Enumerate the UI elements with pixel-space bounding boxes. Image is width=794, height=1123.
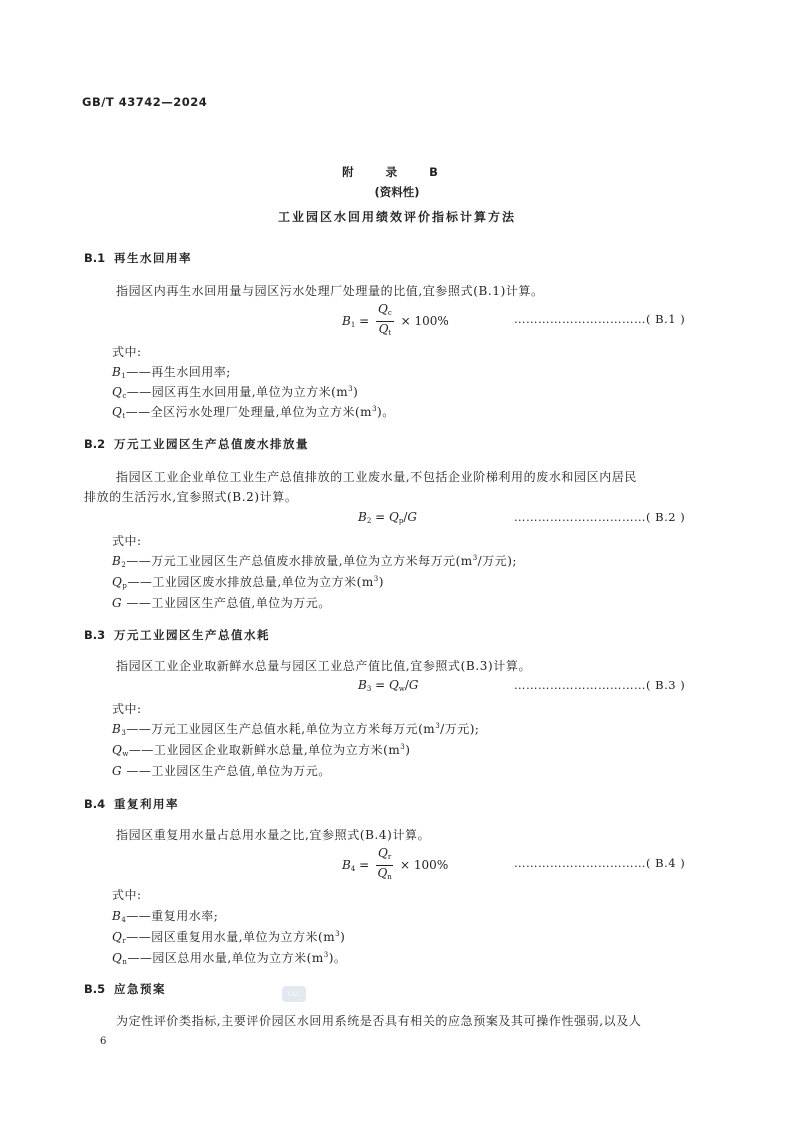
equation-number: ……………………………( B.3 ) [514,678,686,692]
page-number: 6 [100,1036,107,1047]
equation-number: ……………………………( B.2 ) [514,510,686,524]
definition-item: G ——工业园区生产总值,单位为万元。 [112,596,331,610]
section-heading-b5 [84,981,166,997]
where-label: 式中: [112,345,142,359]
formula-b4: $B_4$ = $\frac{Q_r}{Q_n}$ × 100% [342,846,449,881]
definition-item: $Q_p——$工业园区废水排放总量,单位为立方米$(m^3)$ [112,575,384,590]
section-number: B.2 [84,437,106,451]
section-title: 应急预案 [114,982,166,996]
section-heading-b4 [84,796,179,812]
standard-number: GB/T 43742—2024 [82,95,208,109]
definition-item: $Q_t——$全区污水处理厂处理量,单位为立方米$(m^3)$。 [112,405,395,420]
section-heading-b1 [84,250,192,266]
annex-nature: (资料性) [374,185,420,199]
paragraph-continued: 排放的生活污水,宜参照式(B.2)计算。 [84,490,298,504]
definition-item: $B_3——$万元工业园区生产总值水耗,单位为立方米每万元($m^3/$万元); [112,722,480,737]
section-number: B.5 [84,982,106,996]
formula-b2: $B_2 = Q_p/G$ [358,510,417,525]
where-label: 式中: [112,888,142,902]
section-number: B.3 [84,628,106,642]
definition-item: $Q_c——$园区再生水回用量,单位为立方米$(m^3)$ [112,385,359,400]
section-number: B.4 [84,797,106,811]
definition-item: $B_1——$再生水回用率; [112,365,231,380]
paragraph: 指园区内再生水回用量与园区污水处理厂处理量的比值,宜参照式(B.1)计算。 [116,284,544,298]
paragraph: 为定性评价类指标,主要评价园区水回用系统是否具有相关的应急预案及其可操作性强弱,以及人 [116,1014,642,1028]
definition-item: $Q_r——$园区重复用水量,单位为立方米$(m^3)$ [112,930,346,945]
formula-b1: $B_1$ = $\frac{Q_c}{Q_t}$ × 100% [342,302,449,337]
definition-item: $B_2——$万元工业园区生产总值废水排放量,单位为立方米每万元($m^3/$万元); [112,554,517,569]
annex-label: 附 录 B [342,165,452,179]
equation-number: ……………………………( B.4 ) [514,856,686,870]
paragraph: 指园区重复用水量占总用水量之比,宜参照式(B.4)计算。 [116,828,431,842]
definition-item: $Q_w——$工业园区企业取新鲜水总量,单位为立方米$(m^3)$ [112,743,411,758]
section-title: 重复利用率 [114,797,179,811]
watermark-logo: csc [282,986,306,1002]
paragraph: 指园区工业企业单位工业生产总值排放的工业废水量,不包括企业阶梯利用的废水和园区内居民 [116,470,638,484]
formula-b3: $B_3 = Q_w/G$ [358,678,419,693]
section-title: 万元工业园区生产总值废水排放量 [114,437,309,451]
where-label: 式中: [112,534,142,548]
equation-number: ……………………………( B.1 ) [514,312,686,326]
definition-item: $B_4——$重复用水率; [112,909,219,924]
section-title: 万元工业园区生产总值水耗 [114,628,270,642]
definition-item: $Q_n——$园区总用水量,单位为立方米$(m^3)$。 [112,951,347,966]
section-title: 再生水回用率 [114,251,192,265]
section-heading-b2 [84,436,309,452]
definition-item: G ——工业园区生产总值,单位为万元。 [112,764,331,778]
section-number: B.1 [84,251,106,265]
annex-title: 工业园区水回用绩效评价指标计算方法 [277,210,516,224]
section-heading-b3 [84,627,270,643]
where-label: 式中: [112,702,142,716]
paragraph: 指园区工业企业取新鲜水总量与园区工业总产值比值,宜参照式(B.3)计算。 [116,659,532,673]
